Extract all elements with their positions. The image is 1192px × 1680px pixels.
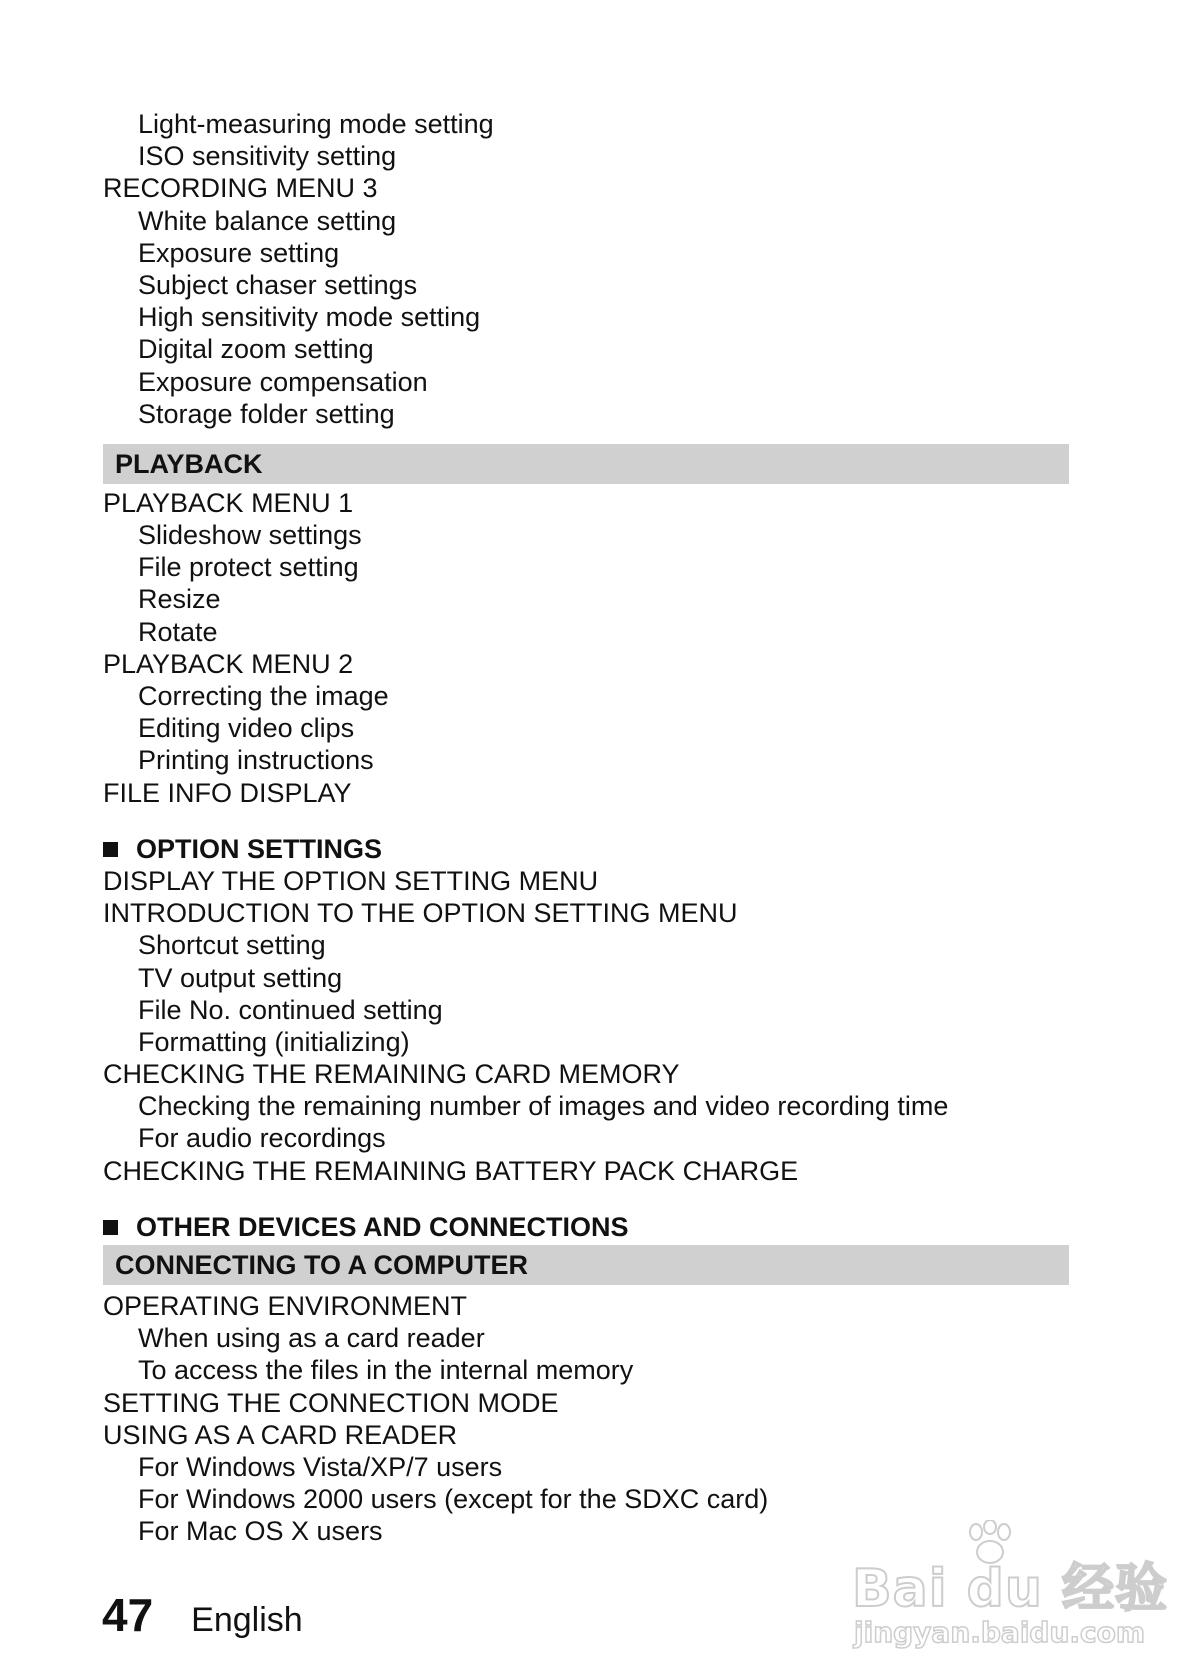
- toc-subentry: Correcting the image: [138, 681, 389, 711]
- square-bullet-icon: [103, 1220, 118, 1235]
- other-devices-list: [103, 1290, 1069, 1548]
- toc-subentry: Checking the remaining number of images and video recording time: [138, 1091, 949, 1122]
- toc-subentry: For audio recordings: [138, 1123, 386, 1154]
- language-label: English: [191, 1601, 303, 1639]
- toc-entry: INTRODUCTION TO THE OPTION SETTING MENU: [103, 898, 738, 929]
- toc-subentry: File protect setting: [138, 552, 359, 583]
- toc-subentry: Subject chaser settings: [138, 269, 418, 300]
- toc-subentry: Digital zoom setting: [138, 334, 374, 365]
- baidu-watermark: [852, 1520, 1168, 1650]
- watermark-url: jingyan.baidu.com: [854, 1616, 1146, 1649]
- toc-entry: FILE INFO DISPLAY: [103, 777, 352, 808]
- toc-subentry: Resize: [138, 584, 221, 615]
- toc-subentry: Slideshow settings: [138, 520, 362, 551]
- toc-subentry: Light-measuring mode setting: [138, 109, 494, 139]
- toc-subentry: High sensitivity mode setting: [138, 302, 481, 333]
- toc-entry: OPERATING ENVIRONMENT: [103, 1291, 468, 1321]
- other-devices-heading: [103, 1211, 1069, 1243]
- toc-subentry: White balance setting: [138, 205, 397, 236]
- toc-entry: USING AS A CARD READER: [103, 1419, 458, 1450]
- toc-subentry: ISO sensitivity setting: [138, 141, 397, 172]
- toc-entry: RECORDING MENU 3: [103, 173, 378, 204]
- toc-subentry: Printing instructions: [138, 745, 374, 776]
- option-settings-list: [103, 865, 1069, 1187]
- toc-entry: PLAYBACK MENU 2: [103, 648, 354, 679]
- toc-subentry: Shortcut setting: [138, 930, 326, 961]
- watermark-brand: Bai du 经验: [852, 1559, 1168, 1619]
- toc-entry: DISPLAY THE OPTION SETTING MENU: [103, 865, 599, 896]
- toc-subentry: When using as a card reader: [138, 1323, 485, 1354]
- toc-entry: PLAYBACK MENU 1: [103, 487, 354, 518]
- toc-subentry: For Mac OS X users: [138, 1516, 383, 1547]
- toc-subentry: Exposure setting: [138, 237, 340, 268]
- toc-subentry: Formatting (initializing): [138, 1026, 410, 1057]
- playback-heading-bar: PLAYBACK: [103, 444, 1069, 484]
- toc-entry: SETTING THE CONNECTION MODE: [103, 1387, 559, 1418]
- top-list: [103, 108, 1069, 430]
- connecting-computer-heading-bar: CONNECTING TO A COMPUTER: [103, 1245, 1069, 1285]
- toc-subentry: To access the files in the internal memory: [138, 1355, 634, 1386]
- toc-page: [103, 108, 1069, 1548]
- toc-subentry: For Windows Vista/XP/7 users: [138, 1451, 503, 1482]
- toc-subentry: Storage folder setting: [138, 398, 395, 429]
- toc-entry: CHECKING THE REMAINING CARD MEMORY: [103, 1059, 680, 1090]
- toc-subentry: Exposure compensation: [138, 366, 428, 397]
- page-number: 47: [102, 1589, 154, 1641]
- page-footer: [102, 1590, 303, 1640]
- toc-subentry: Editing video clips: [138, 713, 355, 744]
- option-settings-heading: [103, 833, 1069, 865]
- option-settings-heading-text: OPTION SETTINGS: [136, 833, 383, 864]
- square-bullet-icon: [103, 842, 118, 857]
- toc-subentry: TV output setting: [138, 962, 343, 993]
- toc-subentry: Rotate: [138, 616, 218, 647]
- toc-entry: CHECKING THE REMAINING BATTERY PACK CHARGE: [103, 1155, 799, 1186]
- toc-subentry: For Windows 2000 users (except for the SDXC card): [138, 1484, 769, 1515]
- other-devices-heading-text: OTHER DEVICES AND CONNECTIONS: [136, 1211, 629, 1242]
- toc-subentry: File No. continued setting: [138, 994, 443, 1025]
- playback-list: [103, 487, 1069, 809]
